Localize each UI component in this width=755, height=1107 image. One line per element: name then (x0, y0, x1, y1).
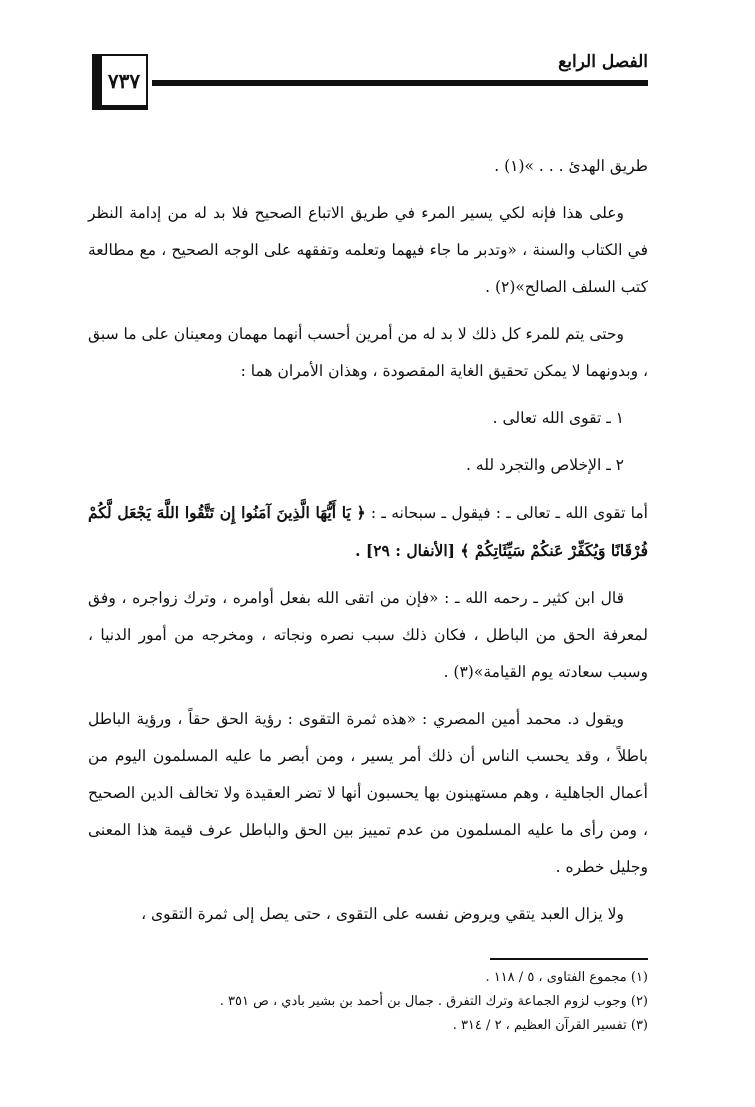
main-text (88, 148, 648, 943)
footnote: (١) مجموع الفتاوى ، ٥ / ١١٨ . (485, 970, 648, 985)
footnote-divider (490, 958, 648, 960)
header-rule (152, 80, 648, 86)
paragraph: ويقول د. محمد أمين المصري : «هذه ثمرة التقوى : رؤية الحق حقاً ، ورؤية الباطل باطلاً ، وقد يحسب الناس أن ذلك أمر يسير ، ومن أبصر ما عليه المسلمون اليوم من أعمال الجاهلية ، وهم مستهينون بها يحسبون أنها لا تضر العقيدة ولا تخالف الدين الصحيح ، ومن رأى ما عليه المسلمون من عدم تمييز بين الحق والباطل عرف قيمة هذا المعنى وجليل خطره . (88, 710, 648, 876)
paragraph: ولا يزال العبد يتقي ويروض نفسه على التقوى ، حتى يصل إلى ثمرة التقوى ، (141, 905, 624, 923)
paragraph-intro: أما تقوى الله ـ تعالى ـ : فيقول ـ سبحانه ـ : (365, 504, 648, 522)
page-header (88, 44, 648, 114)
chapter-title: الفصل الرابع (558, 52, 648, 72)
footnotes (88, 966, 648, 1038)
footnote: (٢) وجوب لزوم الجماعة وترك التفرق . جمال بن أحمد بن بشير بادي ، ص ٣٥١ . (219, 994, 648, 1009)
list-item: ٢ ـ الإخلاص والتجرد لله . (466, 456, 624, 474)
paragraph: طريق الهدئ . . . »(١) . (494, 157, 648, 175)
list-item: ١ ـ تقوى الله تعالى . (492, 409, 624, 427)
page-number: ٧٣٧ (92, 54, 148, 110)
footnote: (٣) تفسير القرآن العظيم ، ٢ / ٣١٤ . (452, 1018, 648, 1033)
paragraph: قال ابن كثير ـ رحمه الله ـ : «فإن من اتقى الله بفعل أوامره ، وترك زواجره ، وفق لمعرفة الحق من الباطل ، فكان ذلك سبب نصره ونجاته ، ومخرجه من أمور الدنيا ، وسبب سعادته يوم القيامة»(٣) . (88, 589, 648, 681)
paragraph: وعلى هذا فإنه لكي يسير المرء في طريق الاتباع الصحيح فلا بد له من إدامة النظر في الكتاب والسنة ، «وتدبر ما جاء فيهما وتعلمه وتفقهه على الوجه الصحيح ، مع مطالعة كتب السلف الصالح»(٢) . (88, 204, 648, 296)
paragraph (88, 494, 648, 570)
verse-reference: [الأنفال : ٢٩] . (355, 541, 461, 560)
quran-verse: ﴿ يَا أَيُّهَا الَّذِينَ آمَنُوا إِن تَتَّقُوا اللَّهَ يَجْعَل لَّكُمْ فُرْقَانًا وَيُكَفِّرْ عَنكُمْ سَيِّئَاتِكُمْ ﴾ (88, 503, 648, 560)
paragraph: وحتى يتم للمرء كل ذلك لا بد له من أمرين أحسب أنهما مهمان ومعينان على ما سبق ، وبدونهما لا يمكن تحقيق الغاية المقصودة ، وهذان الأمران هما : (88, 325, 648, 380)
